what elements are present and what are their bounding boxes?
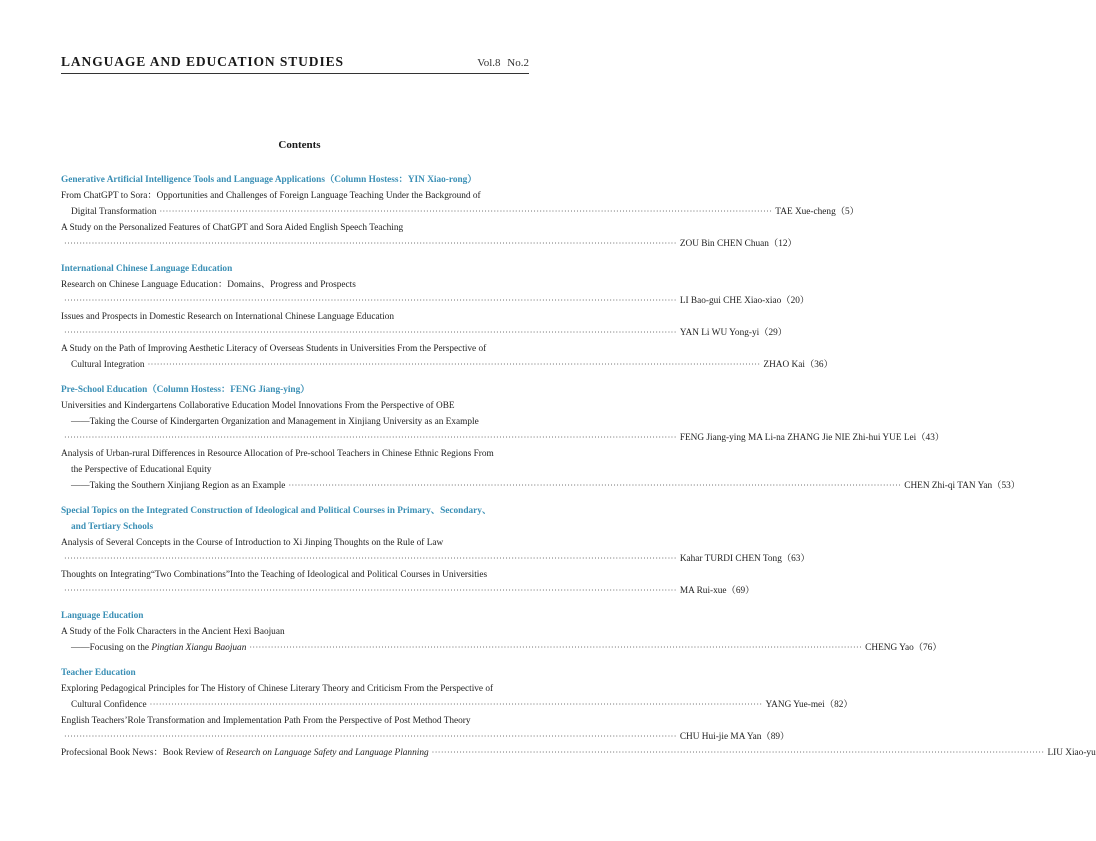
- article-entry: [61, 478, 1021, 494]
- article-title: English Teachers’Role Transformation and Implementation Path From the Perspective of Post Method Theory: [61, 716, 471, 726]
- article-title-continued: Cultural Confidence: [71, 700, 147, 710]
- dot-leader: ········································································································································································································: [64, 586, 677, 595]
- section-title: Pre-School Education（Column Hostess：FENG Jiang-ying）: [61, 385, 310, 395]
- article-authors: ZOU Bin CHEN Chuan（12）: [679, 239, 797, 249]
- article-title-continued: the Perspective of Educational Equity: [71, 465, 212, 475]
- article-title: Research on Chinese Language Education：Domains、Progress and Prospects: [61, 280, 356, 290]
- toc-section: [61, 608, 942, 656]
- toc-section: [61, 665, 1096, 761]
- article-entry: [61, 745, 1096, 761]
- journal-header: [61, 54, 529, 70]
- article-title: From ChatGPT to Sora：Opportunities and Challenges of Foreign Language Teaching Under the Background of: [61, 191, 481, 201]
- journal-title: LANGUAGE AND EDUCATION STUDIES: [61, 54, 344, 69]
- article-entry: [61, 430, 945, 446]
- article-entry: [61, 640, 942, 656]
- dot-leader: ········································································································································································································: [64, 732, 677, 741]
- article-title-continued: Digital Transformation: [71, 207, 157, 217]
- article-authors: CHEN Zhi-qi TAN Yan（53）: [904, 481, 1021, 491]
- article-title: [61, 745, 429, 761]
- article-entry: [61, 293, 810, 309]
- contents-heading: Contents: [278, 139, 321, 151]
- article-title-continued: Cultural Integration: [71, 360, 145, 370]
- dot-leader: ········································································································································································································: [64, 554, 677, 563]
- article-title: Analysis of Several Concepts in the Course of Introduction to Xi Jinping Thoughts on the Rule of Law: [61, 538, 444, 548]
- dot-leader: ········································································································································································································: [149, 700, 763, 709]
- article-authors: MA Rui-xue（69）: [679, 586, 755, 596]
- section-title: Teacher Education: [61, 668, 136, 678]
- article-title: A Study of the Folk Characters in the Ancient Hexi Baojuan: [61, 627, 285, 637]
- article-entry: [61, 357, 833, 373]
- article-title: Issues and Prospects in Domestic Research on International Chinese Language Education: [61, 312, 395, 322]
- article-subtitle: [71, 640, 246, 656]
- dot-leader: ········································································································································································································: [64, 239, 677, 248]
- article-entry: [61, 204, 859, 220]
- article-entry: [61, 583, 755, 599]
- article-authors: LIU Xiao-yu: [1047, 748, 1096, 758]
- dot-leader: ········································································································································································································: [64, 328, 677, 337]
- article-title: Analysis of Urban-rural Differences in Resource Allocation of Pre-school Teachers in Chinese Ethnic Regions From: [61, 449, 494, 459]
- article-title: Exploring Pedagogical Principles for The History of Chinese Literary Theory and Criticism From the Perspective of: [61, 684, 494, 694]
- article-authors: YANG Yue-mei（82）: [765, 700, 853, 710]
- toc-section: [61, 172, 859, 252]
- article-entry: [61, 236, 797, 252]
- dot-leader: ········································································································································································································: [159, 207, 773, 216]
- article-entry: [61, 325, 788, 341]
- section-title: International Chinese Language Education: [61, 264, 233, 274]
- dot-leader: ········································································································································································································: [64, 296, 677, 305]
- article-entry: [61, 729, 790, 745]
- article-authors: ZHAO Kai（36）: [763, 360, 833, 370]
- article-title: A Study on the Path of Improving Aesthetic Literacy of Overseas Students in Universities From the Perspective of: [61, 344, 487, 354]
- article-authors: CHU Hui-jie MA Yan（89）: [679, 732, 790, 742]
- toc-section: [61, 261, 833, 373]
- section-title: Language Education: [61, 611, 144, 621]
- article-authors: FENG Jiang-ying MA Li-na ZHANG Jie NIE Zhi-hui YUE Lei（43）: [679, 433, 945, 443]
- section-title: Generative Artificial Intelligence Tools and Language Applications（Column Hostess：YIN Xiao-rong）: [61, 175, 477, 185]
- article-title: Thoughts on Integrating“Two Combinations”Into the Teaching of Ideological and Political Courses in Universities: [61, 570, 488, 580]
- section-title: Special Topics on the Integrated Construction of Ideological and Political Courses in Primary、Secondary、: [61, 506, 492, 516]
- subtitle-book-title: Pingtian Xiangu Baojuan: [151, 643, 247, 653]
- section-title-line2: and Tertiary Schools: [71, 522, 154, 532]
- book-title: Research on Language Safety and Language Planning: [226, 748, 429, 758]
- dot-leader: ········································································································································································································: [431, 748, 1045, 757]
- article-subtitle: ——Taking the Course of Kindergarten Organization and Management in Xinjiang University as an Example: [71, 417, 479, 427]
- article-authors: Kahar TURDI CHEN Tong（63）: [679, 554, 810, 564]
- dot-leader: ········································································································································································································: [249, 643, 863, 652]
- article-authors: TAE Xue-cheng（5）: [775, 207, 859, 217]
- article-authors: LI Bao-gui CHE Xiao-xiao（20）: [679, 296, 810, 306]
- article-title: A Study on the Personalized Features of ChatGPT and Sora Aided English Speech Teaching: [61, 223, 404, 233]
- table-of-contents: [61, 172, 1096, 770]
- dot-leader: ········································································································································································································: [147, 360, 761, 369]
- toc-section: [61, 382, 1021, 494]
- article-entry: [61, 551, 810, 567]
- header-divider: [61, 73, 529, 74]
- toc-section: [61, 503, 810, 599]
- subtitle-prefix: ——Focusing on the: [71, 643, 152, 653]
- article-entry: [61, 697, 853, 713]
- book-news-prefix: Profecsional Book News：Book Review of: [61, 748, 226, 758]
- section-title-continued: [61, 519, 536, 535]
- journal-issue: Vol.8 No.2: [477, 57, 529, 69]
- article-subtitle: ——Taking the Southern Xinjiang Region as an Example: [71, 481, 286, 491]
- article-authors: CHENG Yao（76）: [865, 643, 942, 653]
- dot-leader: ········································································································································································································: [288, 481, 902, 490]
- article-authors: YAN Li WU Yong-yi（29）: [679, 328, 788, 338]
- article-title: Universities and Kindergartens Collaborative Education Model Innovations From the Perspective of OBE: [61, 401, 455, 411]
- dot-leader: ········································································································································································································: [64, 433, 677, 442]
